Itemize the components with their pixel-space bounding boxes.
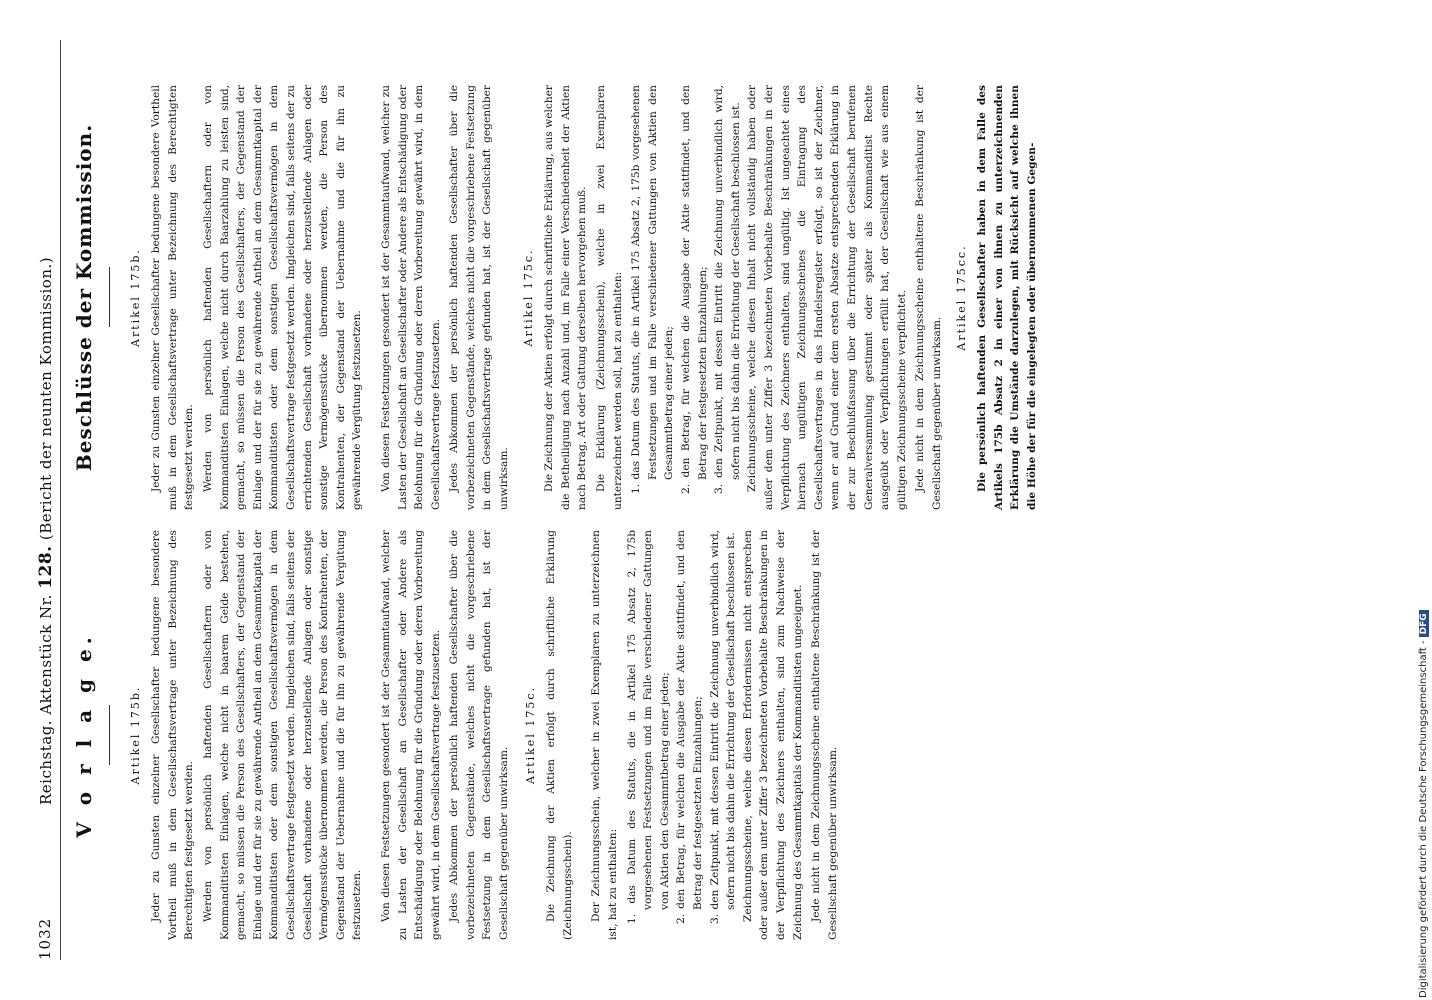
page-number: 1032	[36, 917, 54, 960]
article-heading: Artikel 175b.	[128, 248, 142, 347]
paragraph: Jedes Abkommen der persönlich haftenden Gesellschafter über die vorbezeichneten Gegenstände, welches nicht die vorgeschriebene Festsetzung in dem Gesellschaftsvertrage gefunden hat, ist der Gesellschaft gegenüber unwirksam.	[448, 530, 511, 940]
paragraph: Jede nicht in dem Zeichnungsscheine enthaltene Beschränkung ist der Gesellschaft gegenüber unwirksam.	[810, 530, 839, 940]
list-item: 3. den Zeitpunkt, mit dessen Eintritt die Zeichnung unverbindlich wird, sofern nicht bis dahin die Errichtung der Gesellschaft beschlossen ist.	[708, 530, 738, 924]
article-heading: Artikel 175cc.	[954, 244, 968, 351]
list-item: 2. den Betrag, für welchen die Ausgabe der Aktie stattfindet, und den Betrag der festgesetzten Einzahlungen;	[680, 85, 709, 494]
paragraph: Die Erklärung (Zeichnungsschein), welche in zwei Exemplaren unterzeichnet werden soll, hat zu enthalten:	[595, 85, 624, 510]
paragraph: Der Zeichnungsschein, welcher in zwei Exemplaren zu unterzeichnen ist, hat zu enthalten:	[590, 530, 620, 940]
list-item: 2. den Betrag, für welchen die Ausgabe der Aktie stattfindet, und den Betrag der festgesetzten Einzahlungen;	[675, 530, 704, 924]
running-header	[34, 40, 61, 960]
column-title: Beschlüsse der Kommission.	[72, 123, 96, 472]
article-heading: Artikel 175c.	[521, 248, 535, 347]
header-title	[36, 257, 56, 805]
column-beschluesse	[70, 85, 1042, 510]
paragraph: Die Zeichnung der Aktien erfolgt durch schriftliche Erklärung (Zeichnungsschein).	[545, 530, 574, 940]
dfg-logo: DFG	[1419, 610, 1429, 637]
list-item: 3. den Zeitpunkt, mit dessen Eintritt die Zeichnung unverbindlich wird, sofern nicht bis dahin die Errichtung der Gesellschaft beschlossen ist.	[713, 85, 742, 494]
paragraph: Zeichnungsscheine, welche diesen Erfordernissen nicht entsprechen oder außer dem unter Ziffer 3 bezeichneten Vorbehalte Beschränkungen in der Verpflichtung des Zeichners enthalten, sind zum Nachweise der Zeichnung des Gesammtkapitals der Kommanditisten ungeeignet.	[741, 530, 804, 940]
paragraph: Werden von persönlich haftenden Gesellschaftern oder von Kommanditisten Einlagen, welche nicht durch Baarzahlung zu leisten sind, gemacht, so müssen die Person des Gesellschafters, der Gegenstand der Einlage und der für sie zu gewährende Antheil an dem Gesammtkapital der Kommanditisten oder dem sonstigen Gesellschaftsvermögen in dem Gesellschaftsvertrage festgesetzt werden. Imgleichen sind, falls seitens der zu errichtenden Gesellschaft vorhandene oder herzustellende Anlagen oder sonstige Vermögensstücke übernommen werden, die Person des Kontrahenten, der Gegenstand der Uebernahme und die für ihn zu gewährende Vergütung festzusetzen.	[201, 85, 364, 510]
credit-text: Digitalisierung gefördert durch die Deutsche Forschungsgemeinschaft -	[1418, 640, 1429, 998]
header-suffix: (Bericht der neunten Kommission.)	[37, 256, 55, 546]
paragraph: Die Zeichnung der Aktien erfolgt durch schriftliche Erklärung, aus welcher die Betheiligung nach Anzahl und, im Falle einer Verschiedenheit der Aktien nach Betrag, Art oder Gattung derselben hervorgehen muß.	[543, 85, 589, 510]
list-item: 1. das Datum des Statuts, die in Artikel 175 Absatz 2, 175b vorgesehenen Festsetzungen und im Falle verschiedener Gattungen von Aktien den Gesammtbetrag einer jeden;	[625, 530, 671, 924]
list-item: 1. das Datum des Statuts, die in Artikel 175 Absatz 2, 175b vorgesehenen Festsetzungen und im Falle verschiedener Gattungen von Aktien den Gesammtbetrag einer jeden;	[630, 85, 676, 494]
digitization-credit	[1418, 2, 1432, 998]
paragraph: Zeichnungsscheine, welche diesen Inhalt nicht vollständig haben oder außer dem unter Ziffer 3 bezeichneten Vorbehalte Beschränkungen in der Verpflichtung des Zeichners enthalten, sind ungültig. Ist ungeachtet eines hiernach ungültigen Zeichnungsscheines die Eintragung des Gesellschaftsvertrages in das Handelsregister erfolgt, so ist der Zeichner, wenn er auf Grund einer dem ersten Absatze entsprechenden Erklärung in der zur Beschlußfassung über die Errichtung der Gesellschaft berufenen Generalversammlung gestimmt oder später als Kommanditist Rechte ausgeübt oder Verpflichtungen erfüllt hat, der Gesellschaft wie aus einem gültigen Zeichnungsscheine verpflichtet.	[746, 85, 908, 510]
paragraph: Von diesen Festsetzungen gesondert ist der Gesammtaufwand, welcher zu Lasten der Gesellschaft an Gesellschafter oder Andere als Entschädigung oder Belohnung für die Gründung oder deren Vorbereitung gewährt wird, in dem Gesellschaftsvertrage festzusetzen.	[379, 85, 442, 510]
article-heading: Artikel 175c.	[523, 686, 537, 784]
title-rule	[109, 705, 110, 765]
header-prefix: Reichstag. Aktenstück Nr.	[37, 594, 55, 805]
paragraph: Werden von persönlich haftenden Gesellschaftern oder von Kommanditisten Einlagen, welche nicht in baarem Gelde bestehen, gemacht, so müssen die Person des Gesellschafters, der Gegenstand der Einlage und der für sie zu gewährende Antheil an dem Gesammtkapital der Kommanditisten oder dem sonstigen Gesellschaftsvermögen in dem Gesellschaftsvertrage festgesetzt werden. Imgleichen sind, falls seitens der Gesellschaft vorhandene oder herzustellende Anlagen oder sonstige Vermögensstücke übernommen werden, die Person des Kontrahenten, der Gegenstand der Uebernahme und die für ihn zu gewährende Vergütung festzusetzen.	[201, 530, 364, 940]
document-number: 128.	[36, 545, 56, 589]
article-heading: Artikel 175b.	[128, 685, 142, 785]
paragraph: Jeder zu Gunsten einzelner Gesellschafter bedungene besondere Vortheil muß in dem Gesellschaftsvertrage unter Bezeichnung des Berechtigten festgesetzt werden.	[150, 85, 196, 510]
column-vorlage	[70, 530, 843, 940]
title-rule	[109, 268, 110, 328]
paragraph: Jeder zu Gunsten einzelner Gesellschafter bedungene besondere Vortheil muß in dem Gesellschaftsvertrage unter Bezeichnung des Berechtigten festgesetzt werden.	[150, 530, 196, 940]
paragraph: Jedes Abkommen der persönlich haftenden Gesellschafter über die vorbezeichneten Gegenstände, welches nicht die vorgeschriebene Festsetzung in dem Gesellschaftsvertrage gefunden hat, ist der Gesellschaft gegenüber unwirksam.	[448, 85, 511, 510]
paragraph: Von diesen Festsetzungen gesondert ist der Gesammtaufwand, welcher zu Lasten der Gesellschaft an Gesellschafter oder Andere als Entschädigung oder Belohnung für die Gründung oder deren Vorbereitung gewährt wird, in dem Gesellschaftsvertrage festzusetzen.	[379, 530, 442, 940]
paragraph: Jede nicht in dem Zeichnungsscheine enthaltene Beschränkung ist der Gesellschaft gegenüber unwirksam.	[914, 85, 943, 510]
paragraph: Die persönlich haftenden Gesellschafter haben in dem Falle des Artikels 175b Absatz 2 in einer von ihnen zu unterzeichnenden Erklärung die Umstände darzulegen, mit Rücksicht auf welche ihnen die Höhe der für die eingelegten oder übernommenen Gegen-	[976, 85, 1038, 510]
column-title: V o r l a g e.	[72, 632, 96, 838]
